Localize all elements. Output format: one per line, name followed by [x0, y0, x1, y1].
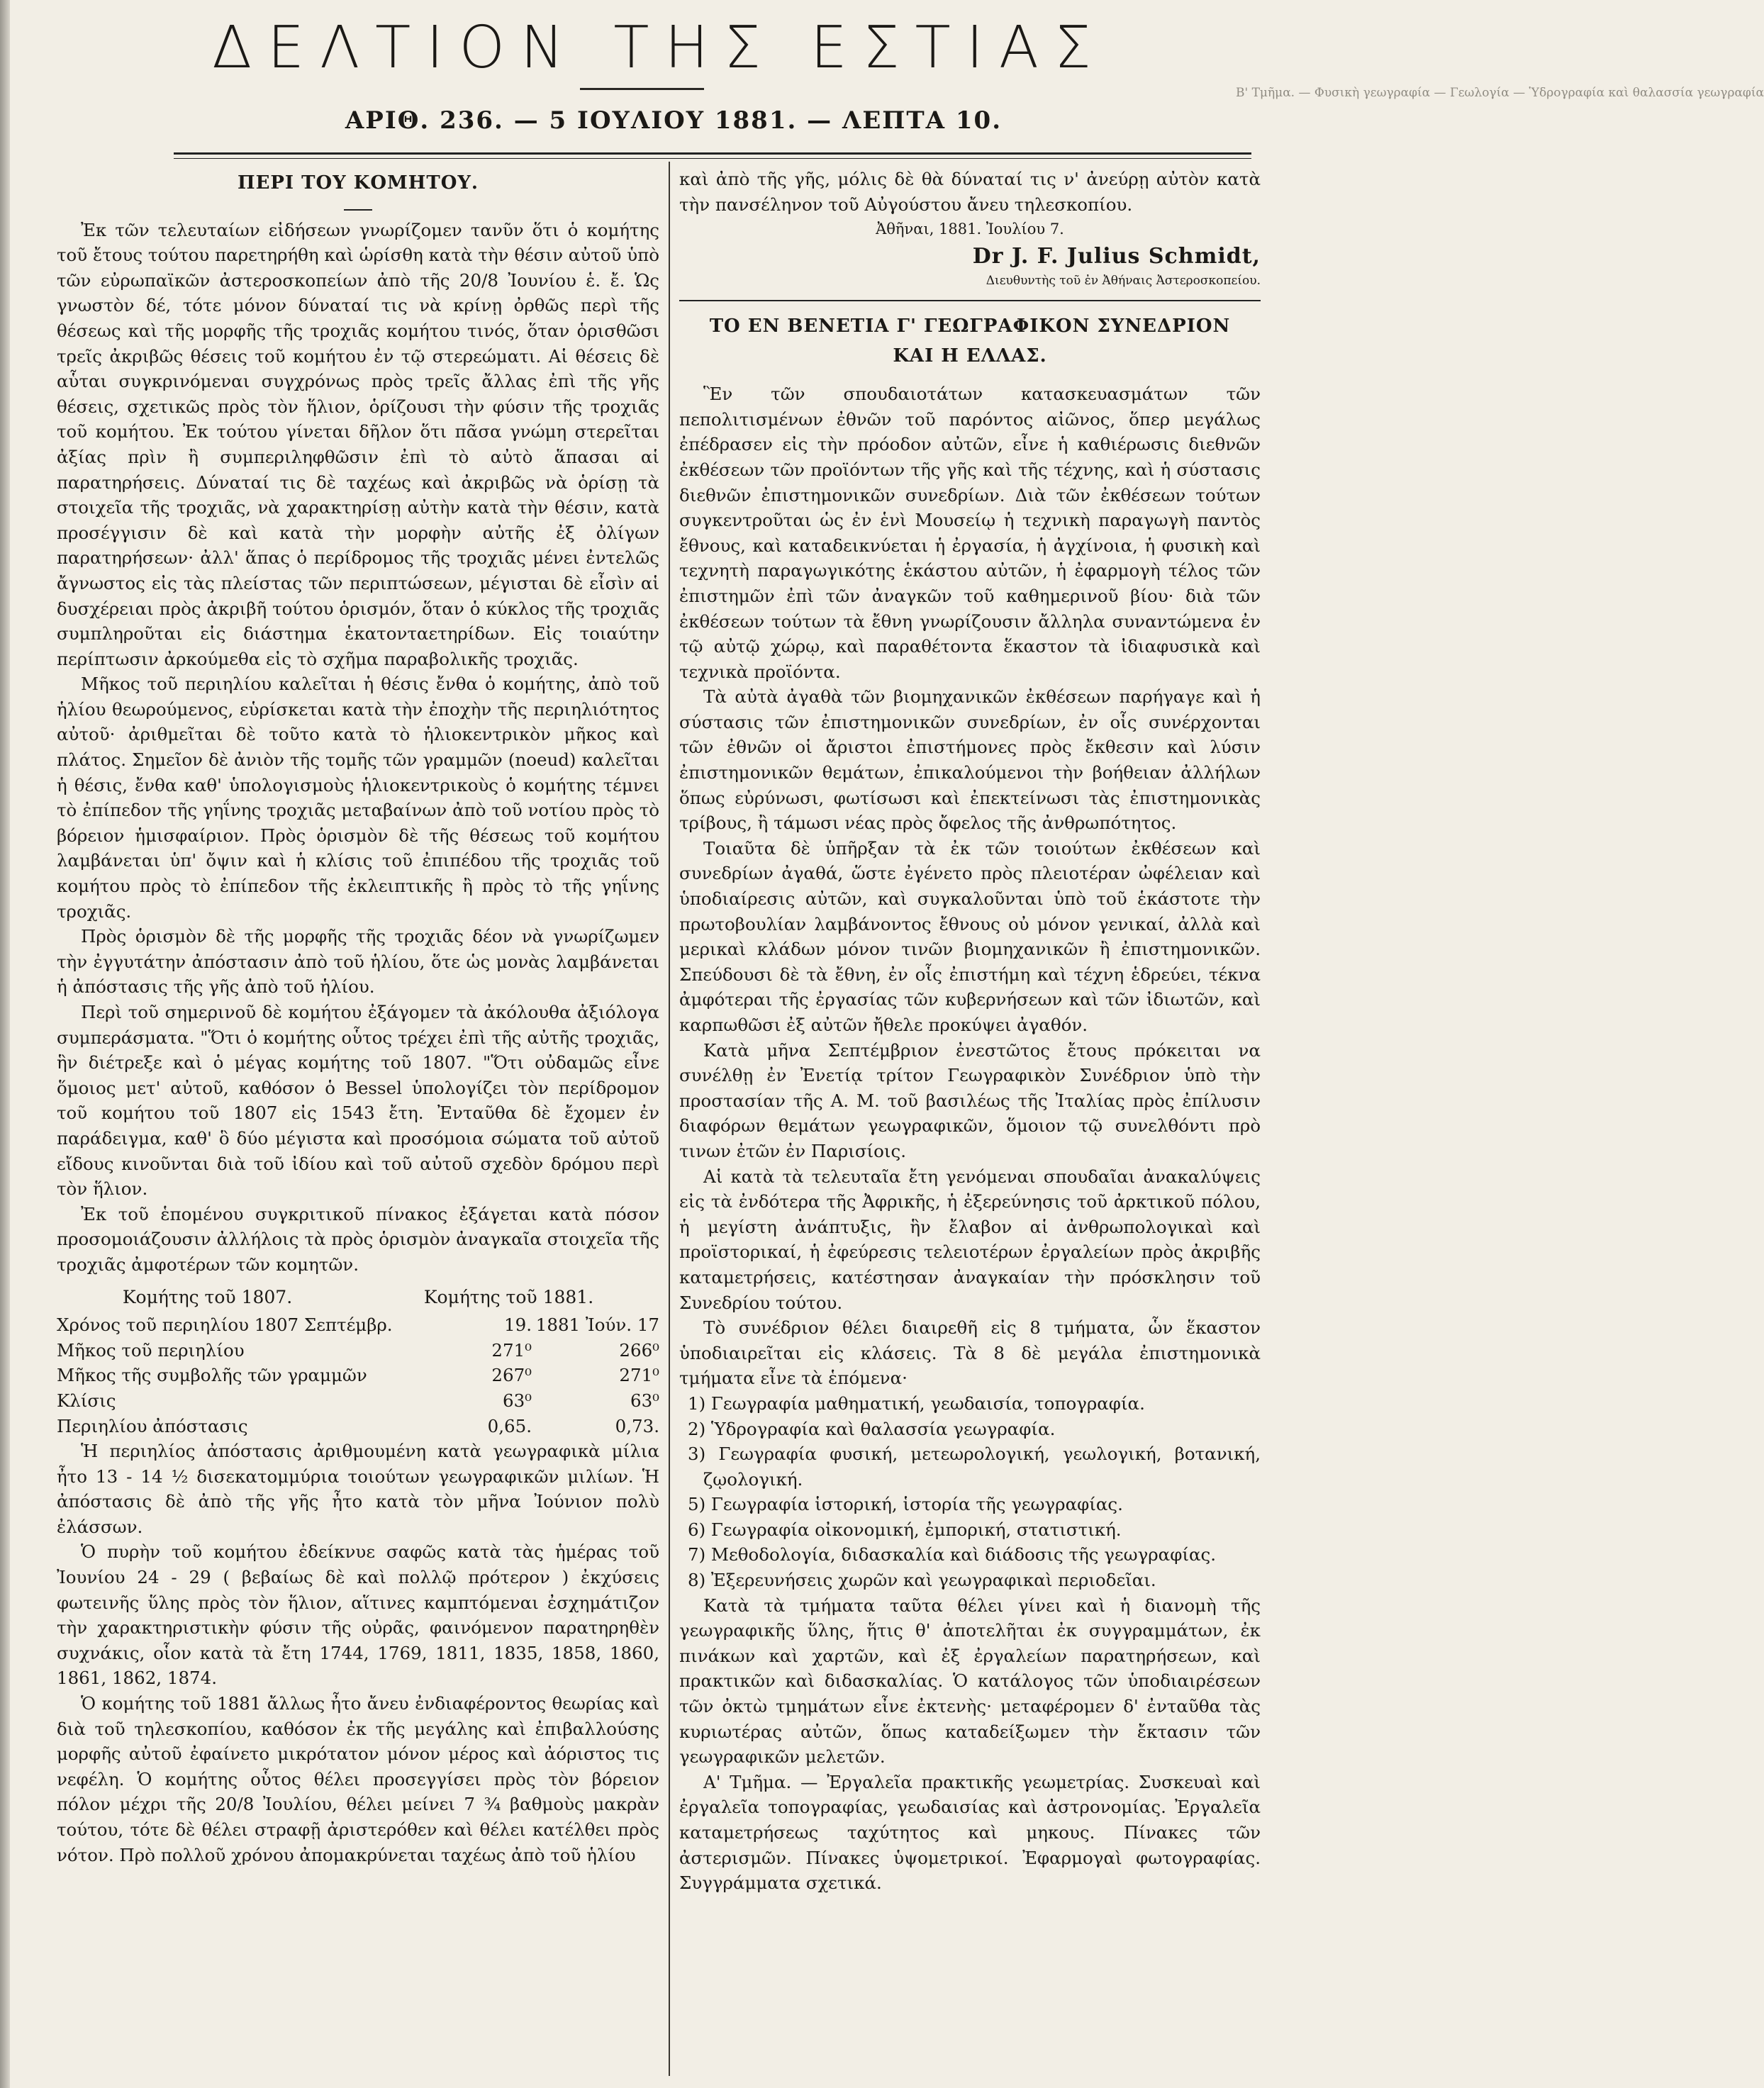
- list-item: 2) Ὑδρογραφία καὶ θαλασσία γεωγραφία.: [688, 1418, 1056, 1439]
- row-label: Κλίσις: [57, 1390, 116, 1411]
- paragraph: Περὶ τοῦ σημερινοῦ δὲ κομήτου ἐξάγομεν τὰ ἀκόλουθα ἀξιόλογα συμπεράσματα. "Ὅτι ὁ κομήτης οὗτος τρέχει ἐπὶ τῆς αὐτῆς τροχιᾶς, ἣν διέτρεξε καὶ ὁ μέγας κομήτης τοῦ 1807. "Ὅτι οὐδαμῶς εἶνε ὅμοιος μετ' αὐτοῦ, καθόσον ὁ Bessel ὑπολογίζει τὸν περίδρομον τοῦ κομήτου τοῦ 1807 εἰς 1543 ἔτη. Ἐνταῦθα δὲ ἔχομεν ἐν παράδειγμα, καθ' ὃ δύο μέγιστα καὶ προσόμοια σώματα τοῦ αὐτοῦ εἴδους κινοῦνται διὰ τοῦ ἰδίου καὶ τοῦ αὐτοῦ σχεδὸν δρόμου περὶ τὸν ἥλιον.: [57, 1002, 659, 1200]
- left-column: [57, 167, 659, 1868]
- masthead-rule: [580, 88, 704, 90]
- paragraph: Ἡ περιηλίος ἀπόστασις ἀριθμουμένη κατὰ γεωγραφικὰ μίλια ἦτο 13 - 14 ½ δισεκατομμύρια τοιούτων γεωγραφικῶν μιλίων. Ἡ ἀπόστασις δὲ ἀπὸ τῆς γῆς ἦτο κατὰ τὸν μῆνα Ἰούνιον πολὺ ἐλάσσων.: [57, 1441, 659, 1537]
- comparison-table: [57, 1312, 659, 1439]
- paragraph: Κατὰ μῆνα Σεπτέμβριον ἐνεστῶτος ἔτους πρόκειται να συνέλθῃ ἐν Ἐνετίᾳ τρίτον Γεωγραφικὸν Συνέδριον ὑπὸ τὴν προστασίαν τῆς Α. Μ. τοῦ βασιλέως τῆς Ἰταλίας πρὸς ἐπίλυσιν διαφόρων θεμάτων γεωγραφικῶν, ὅμοιον τῷ συνελθόντι πρὸ τινων ἐτῶν ἐν Παρισίοις.: [679, 1039, 1261, 1161]
- paragraph: Ἐκ τοῦ ἑπομένου συγκριτικοῦ πίνακος ἐξάγεται κατὰ πόσον προσομοιάζουσιν ἀλλήλοις τὰ πρὸς ὁρισμὸν ἀναγκαῖα στοιχεῖα τῆς τροχιᾶς ἀμφοτέρων τῶν κομητῶν.: [57, 1203, 659, 1275]
- paragraph: Πρὸς ὁρισμὸν δὲ τῆς μορφῆς τῆς τροχιᾶς δέον νὰ γνωρίζωμεν τὴν ἐγγυτάτην ἀπόστασιν ἀπὸ τοῦ ἡλίου, ὅτε ὡς μονὰς λαμβάνεται ἡ ἀπόστασις τῆς γῆς ἀπὸ τοῦ ἡλίου.: [57, 926, 659, 998]
- paragraph: Μῆκος τοῦ περιηλίου καλεῖται ἡ θέσις ἔνθα ὁ κομήτης, ἀπὸ τοῦ ἡλίου θεωρούμενος, εὑρίσκεται κατὰ τὴν ἐποχὴν τῆς περιηλιότητος αὐτοῦ· ἀριθμεῖται δὲ τοῦτο κατὰ τὸ ἡλιοκεντρικὸν μῆκος καὶ πλάτος. Σημεῖον δὲ ἀνιὸν τῆς τομῆς τῶν γραμμῶν (noeud) καλεῖται ἡ θέσις, ἔνθα καθ' ὑπολογισμοὺς ἡλιοκεντρικοὺς ὁ κομήτης τέμνει τὸ ἐπίπεδον τῆς γηΐνης τροχιᾶς μεταβαίνων ἀπὸ τοῦ νοτίου πρὸς τὸ βόρειον ἡμισφαίριον. Πρὸς ὁρισμὸν δὲ τῆς θέσεως τοῦ κομήτου λαμβάνεται ὑπ' ὄψιν καὶ ἡ κλίσις τοῦ ἐπιπέδου τῆς τροχιᾶς τοῦ κομήτου πρὸς τὸ ἐπίπεδον τῆς ἐκλειπτικῆς ἢ πρὸς τὸ τῆς γηΐνης τροχιᾶς.: [57, 674, 659, 922]
- congress-article-title: ΤΟ ΕΝ ΒΕΝΕΤΙΑ Γ' ΓΕΩΓΡΑΦΙΚΟΝ ΣΥΝΕΔΡΙΟΝ: [709, 315, 1231, 337]
- article-separator: [679, 300, 1261, 301]
- paragraph: Α' Τμῆμα. — Ἐργαλεῖα πρακτικῆς γεωμετρίας. Συσκευαὶ καὶ ἐργαλεῖα τοπογραφίας, γεωδαισίας καὶ ἀστρονομίας. Ἐργαλεῖα καταμετρήσεως ταχύτητος καὶ μηκους. Πίνακες τῶν ἀστερισμῶν. Πίνακες ὑψομετρικοί. Ἐφαρμογαὶ φωτογραφίας. Συγγράμματα σχετικά.: [679, 1771, 1261, 1894]
- paragraph: Ἐκ τῶν τελευταίων εἰδήσεων γνωρίζομεν τανῦν ὅτι ὁ κομήτης τοῦ ἔτους τούτου παρετηρήθη καὶ ὡρίσθη κατὰ τὴν θέσιν αὐτοῦ ὑπὸ τῶν εὐρωπαϊκῶν ἀστεροσκοπείων ἀπὸ τῆς 20/8 Ἰουνίου ἑ. ἔ. Ὡς γνωστὸν δέ, τότε μόνον δύναταί τις νὰ κρίνῃ ὀρθῶς περὶ τῆς θέσεως καὶ τῆς μορφῆς τῆς τροχιᾶς κομήτου τινός, ὅταν ὁρισθῶσι τρεῖς ἀκριβῶς θέσεις τοῦ κομήτου ἐν τῷ στερεώματι. Αἱ θέσεις δὲ αὗται συγκρινόμεναι συγχρόνως πρὸς τρεῖς ἄλλας ἐπὶ τῆς γῆς θέσεις, σχετικῶς πρὸς τὸν ἥλιον, ὁρίζουσι τὴν φύσιν τῆς τροχιᾶς τοῦ κομήτου. Ἐκ τούτου γίνεται δῆλον ὅτι πᾶσα γνώμη στερεῖται ἀξίας πρὶν ἢ συμπεριληφθῶσιν ἐπὶ τὸ αὐτὸ ἅπασαι αἱ παρατηρήσεις. Δύναταί τις δὲ ταχέως καὶ ἀκριβῶς νὰ ὁρίσῃ τὰ στοιχεῖα τῆς τροχιᾶς, νὰ χαρακτηρίσῃ αὐτὴν κατὰ τὴν θέσιν, κατὰ προσέγγισιν δὲ καὶ κατὰ τὴν μορφὴν αὐτῆς ἐξ ὀλίγων παρατηρήσεων· ἀλλ' ἅπας ὁ περίδρομος τῆς τροχιᾶς μένει ἐντελῶς ἄγνωστος εἰς τὰς πλείστας τῶν περιπτώσεων, μέγισται δὲ εἶσὶν αἱ δυσχέρειαι πρὸς ἀκριβῆ τούτου ὁρισμόν, ὅταν ὁ κύκλος τῆς τροχιᾶς συμπληροῦται εἰς διάστημα ἑκατονταετηρίδων. Εἰς τοιαύτην περίπτωσιν ἀρκούμεθα εἰς τὸ σχῆμα παραβολικῆς τροχιᾶς.: [57, 219, 659, 669]
- row-value-1881: 266⁰: [619, 1339, 659, 1361]
- paragraph: Ὁ πυρὴν τοῦ κομήτου ἐδείκνυε σαφῶς κατὰ τὰς ἡμέρας τοῦ Ἰουνίου 24 - 29 ( βεβαίως δὲ καὶ πολλῷ πρότερον ) ἐκχύσεις φωτεινῆς ὕλης πρὸς τὸν ἥλιον, αἵτινες καμπτόμεναι ἐσχημάτιζον τὴν χαρακτηριστικὴν φύσιν τῆς οὐρᾶς, φαινόμενον παρατηρηθὲν συχνάκις, οἷον κατὰ τὰ ἔτη 1744, 1769, 1811, 1835, 1858, 1860, 1861, 1862, 1874.: [57, 1541, 659, 1689]
- comparison-table-header: [57, 1285, 659, 1310]
- list-item: 7) Μεθοδολογία, διδασκαλία καὶ διάδοσις τῆς γεωγραφίας.: [688, 1544, 1217, 1565]
- row-value-1881: 0,73.: [615, 1415, 659, 1436]
- row-value-1807: 0,65.: [487, 1415, 532, 1436]
- row-value-1881: 271⁰: [619, 1365, 659, 1386]
- masthead: ΔΕΛΤΙΟΝ ΤΗΣ ΕΣΤΙΑΣ: [212, 14, 1107, 82]
- list-item: 8) Ἐξερευνήσεις χωρῶν καὶ γεωγραφικαὶ περιοδεῖαι.: [688, 1570, 1156, 1591]
- table-row: [57, 1414, 659, 1439]
- list-item: 1) Γεωγραφία μαθηματική, γεωδαισία, τοπογραφία.: [688, 1392, 1145, 1414]
- issue-line: ΑΡΙΘ. 236. — 5 ΙΟΥΛΙΟΥ 1881. — ΛΕΠΤΑ 10.: [345, 106, 1003, 135]
- column-divider: [669, 162, 670, 2076]
- row-value-1881: 63⁰: [630, 1390, 659, 1411]
- comet-article-title: ΠΕΡΙ ΤΟΥ ΚΟΜΗΤΟΥ.: [238, 172, 479, 194]
- paragraph: Ἓν τῶν σπουδαιοτάτων κατασκευασμάτων τῶν πεπολιτισμένων ἐθνῶν τοῦ παρόντος αἰῶνος, ὅπερ μεγάλως ἐπέδρασεν εἰς τὴν πρόοδον αὐτῶν, εἶνε ἡ καθιέρωσις διεθνῶν ἐκθέσεων τῶν προϊόντων τῆς γῆς καὶ τῆς τέχνης, καὶ ἡ σύστασις διεθνῶν ἐπιστημονικῶν συνεδρίων. Διὰ τῶν ἐκθέσεων τούτων συγκεντροῦται ὡς ἐν ἑνὶ Μουσείῳ ἡ τεχνικὴ παραγωγὴ παντὸς ἔθνους, καὶ καταδεικνύεται ἡ ἐργασία, ἡ ἀγχίνοια, ἡ φυσικὴ καὶ τεχνητὴ παραγωγικότης ἑκάστου αὐτῶν, ἡ ἐφαρμογὴ τέλος τῶν ἐπιστημῶν ἐπὶ τῶν ἀναγκῶν τοῦ καθημερινοῦ βίου· διὰ τῶν ἐκθέσεων τούτων τὰ ἔθνη γνωρίζουσιν ἄλληλα συναντώμενα ἐν τῷ αὐτῷ χώρῳ, καὶ παραθέτοντα ἕκαστον τὰ ἰδιαφυσικὰ καὶ τεχνικὰ προϊόντα.: [679, 384, 1261, 682]
- sections-list: [679, 1391, 1261, 1593]
- table-row: [57, 1388, 659, 1414]
- author-signature: Dr J. F. Julius Schmidt,: [972, 243, 1261, 269]
- paragraph: Ὁ κομήτης τοῦ 1881 ἄλλως ἦτο ἄνευ ἐνδιαφέροντος θεωρίας καὶ διὰ τοῦ τηλεσκοπίου, καθόσον ἐκ τῆς μεγάλης καὶ ἐπιβαλλούσης μορφῆς αὐτοῦ ἐφαίνετο μικρότατον μόνον μέρος καὶ ἀόριστος τις νεφέλη. Ὁ κομήτης οὗτος θέλει προσεγγίσει πρὸς τὸν βόρειον πόλον μέχρι τῆς 20/8 Ἰουλίου, θέλει μείνει 7 ¾ βαθμοὺς μακρὰν τούτου, τότε δὲ θέλει στραφῇ ἀριστερόθεν καὶ θέλει κατέλθει πρὸς νότον. Πρὸ πολλοῦ χρόνου ἀπομακρύνεται ταχέως ἀπὸ τοῦ ἡλίου: [57, 1693, 659, 1865]
- row-label: Μῆκος τῆς συμβολῆς τῶν γραμμῶν: [57, 1365, 367, 1386]
- bleed-through-text: Β' Τμῆμα. — Φυσικὴ γεωγραφία — Γεωλογία — Ὑδρογραφία καὶ θαλασσία γεωγραφία: [1236, 86, 1764, 100]
- congress-article-subtitle: ΚΑΙ Η ΕΛΛΑΣ.: [893, 345, 1047, 367]
- right-column: [679, 167, 1261, 1896]
- row-value-1807: 271⁰: [491, 1339, 532, 1361]
- paragraph: Αἱ κατὰ τὰ τελευταῖα ἔτη γενόμεναι σπουδαῖαι ἀνακαλύψεις εἰς τὰ ἐνδότερα τῆς Ἀφρικῆς, ἡ ἐξερεύνησις τοῦ ἀρκτικοῦ πόλου, ἡ μεγίστη ἀνάπτυξις, ἣν ἔλαβον αἱ ἀνθρωπολογικαὶ καὶ προϊστορικαί, ἡ ἐφεύρεσις τελειοτέρων ἐργαλείων πρὸς ἀκριβῆς καταμετρήσεις, κατέστησαν ἀναγκαίαν τὴν πρόσκλησιν τοῦ Συνεδρίου τούτου.: [679, 1166, 1261, 1313]
- paragraph: Κατὰ τὰ τμήματα ταῦτα θέλει γίνει καὶ ἡ διανομὴ τῆς γεωγραφικῆς ὕλης, ἥτις θ' ἀποτελῆται ἐκ συγγραμμάτων, ἐκ πινάκων καὶ χαρτῶν, καὶ ἐξ ἐργαλείων παρατηρήσεων, καὶ πρακτικῶν καὶ διδασκαλίας. Ὁ κατάλογος τῶν ὑποδιαιρέσεων τῶν ὀκτὼ τμημάτων εἶνε ἐκτενὴς· μεταφέρομεν δ' ἐνταῦθα τὰς κυριωτέρας αὐτῶν, ὅπως καταδείξωμεν τὴν ἔκτασιν τῶν γεωγραφικῶν μελετῶν.: [679, 1595, 1261, 1768]
- paragraph: Τὸ συνέδριον θέλει διαιρεθῆ εἰς 8 τμήματα, ὧν ἕκαστον ὑποδιαιρεῖται εἰς κλάσεις. Τὰ 8 δὲ μεγάλα ἐπιστημονικὰ τμήματα εἶνε τὰ ἑπόμενα·: [679, 1317, 1261, 1389]
- row-label: Χρόνος τοῦ περιηλίου 1807 Σεπτέμβρ.: [57, 1314, 393, 1336]
- row-value-1807: 19.: [504, 1314, 532, 1336]
- row-value-1881: 1881 Ἰούν. 17: [535, 1314, 659, 1336]
- page-edge-shadow: [0, 0, 10, 2088]
- row-label: Μῆκος τοῦ περιηλίου: [57, 1339, 245, 1361]
- table-col-1881: Κομήτης τοῦ 1881.: [423, 1286, 594, 1307]
- list-item: 6) Γεωγραφία οἰκονομική, ἐμπορική, στατιστική.: [688, 1519, 1122, 1540]
- comet-continuation: καὶ ἀπὸ τῆς γῆς, μόλις δὲ θὰ δύναταί τις ν' ἀνεύρῃ αὐτὸν κατὰ τὴν πανσέληνον τοῦ Αὐγούστου ἄνευ τηλεσκοπίου.: [679, 169, 1261, 215]
- table-row: [57, 1312, 659, 1338]
- table-row: [57, 1338, 659, 1363]
- row-label: Περιηλίου ἀπόστασις: [57, 1415, 248, 1436]
- table-col-1807: Κομήτης τοῦ 1807.: [122, 1286, 293, 1307]
- row-value-1807: 267⁰: [491, 1365, 532, 1386]
- list-item: 5) Γεωγραφία ἱστορική, ἱστορία τῆς γεωγραφίας.: [688, 1494, 1123, 1515]
- author-title: Διευθυντὴς τοῦ ἐν Ἀθήναις Ἀστεροσκοπείου.: [986, 274, 1261, 289]
- list-item: 3) Γεωγραφία φυσική, μετεωρολογική, γεωλογική, βοτανική, ζῳολογική.: [688, 1444, 1261, 1490]
- paragraph: Τὰ αὐτὰ ἀγαθὰ τῶν βιομηχανικῶν ἐκθέσεων παρήγαγε καὶ ἡ σύστασις τῶν ἐπιστημονικῶν συνεδρίων, ἐν οἷς συνέρχονται τῶν ἐθνῶν οἱ ἄριστοι ἐπιστήμονες πρὸς ἔκθεσιν καὶ λύσιν ἐπιστημονικῶν θεμάτων, ἐπικαλούμενοι τὴν βοήθειαν ἀλλήλων ὅπως εὐρύνωσι, φωτίσωσι καὶ ἐπεκτείνωσι τὰς ἐπιστημονικὰς τρίβους, ἢ τάμωσι νέας πρὸς ὄφελος τῆς ἀνθρωπότητος.: [679, 686, 1261, 834]
- paragraph: Τοιαῦτα δὲ ὑπῆρξαν τὰ ἐκ τῶν τοιούτων ἐκθέσεων καὶ συνεδρίων ἀγαθά, ὥστε ἐγένετο πρὸς πλειοτέραν ὠφέλειαν καὶ ὑποδιαίρεσις αὐτῶν, καὶ συγκαλοῦνται ὑπὸ τοῦ ἑκάστοτε τὴν πρωτοβουλίαν λαμβάνοντος ἔθνους οὐ μόνον γενικαί, ἀλλὰ καὶ μερικαὶ κλάδων μόνον τινῶν βιομηχανικῶν ἢ ἐπιστημονικῶν. Σπεύδουσι δὲ τὰ ἔθνη, ἐν οἷς ἐπιστήμη καὶ τέχνη ἑδρεύει, τέκνα ἀμφότεραι τῆς ἐργασίας τῶν κυβερνήσεων καὶ τῶν ἰδιωτῶν, καὶ καρπωθῶσι ἐξ αὐτῶν ἤθελε προκύψει ἀγαθόν.: [679, 837, 1261, 1035]
- row-value-1807: 63⁰: [503, 1390, 532, 1411]
- title-rule: [344, 209, 372, 211]
- table-row: [57, 1363, 659, 1388]
- header-double-rule: [174, 152, 1251, 159]
- dateline: Ἀθῆναι, 1881. Ἰουλίου 7.: [876, 220, 1064, 238]
